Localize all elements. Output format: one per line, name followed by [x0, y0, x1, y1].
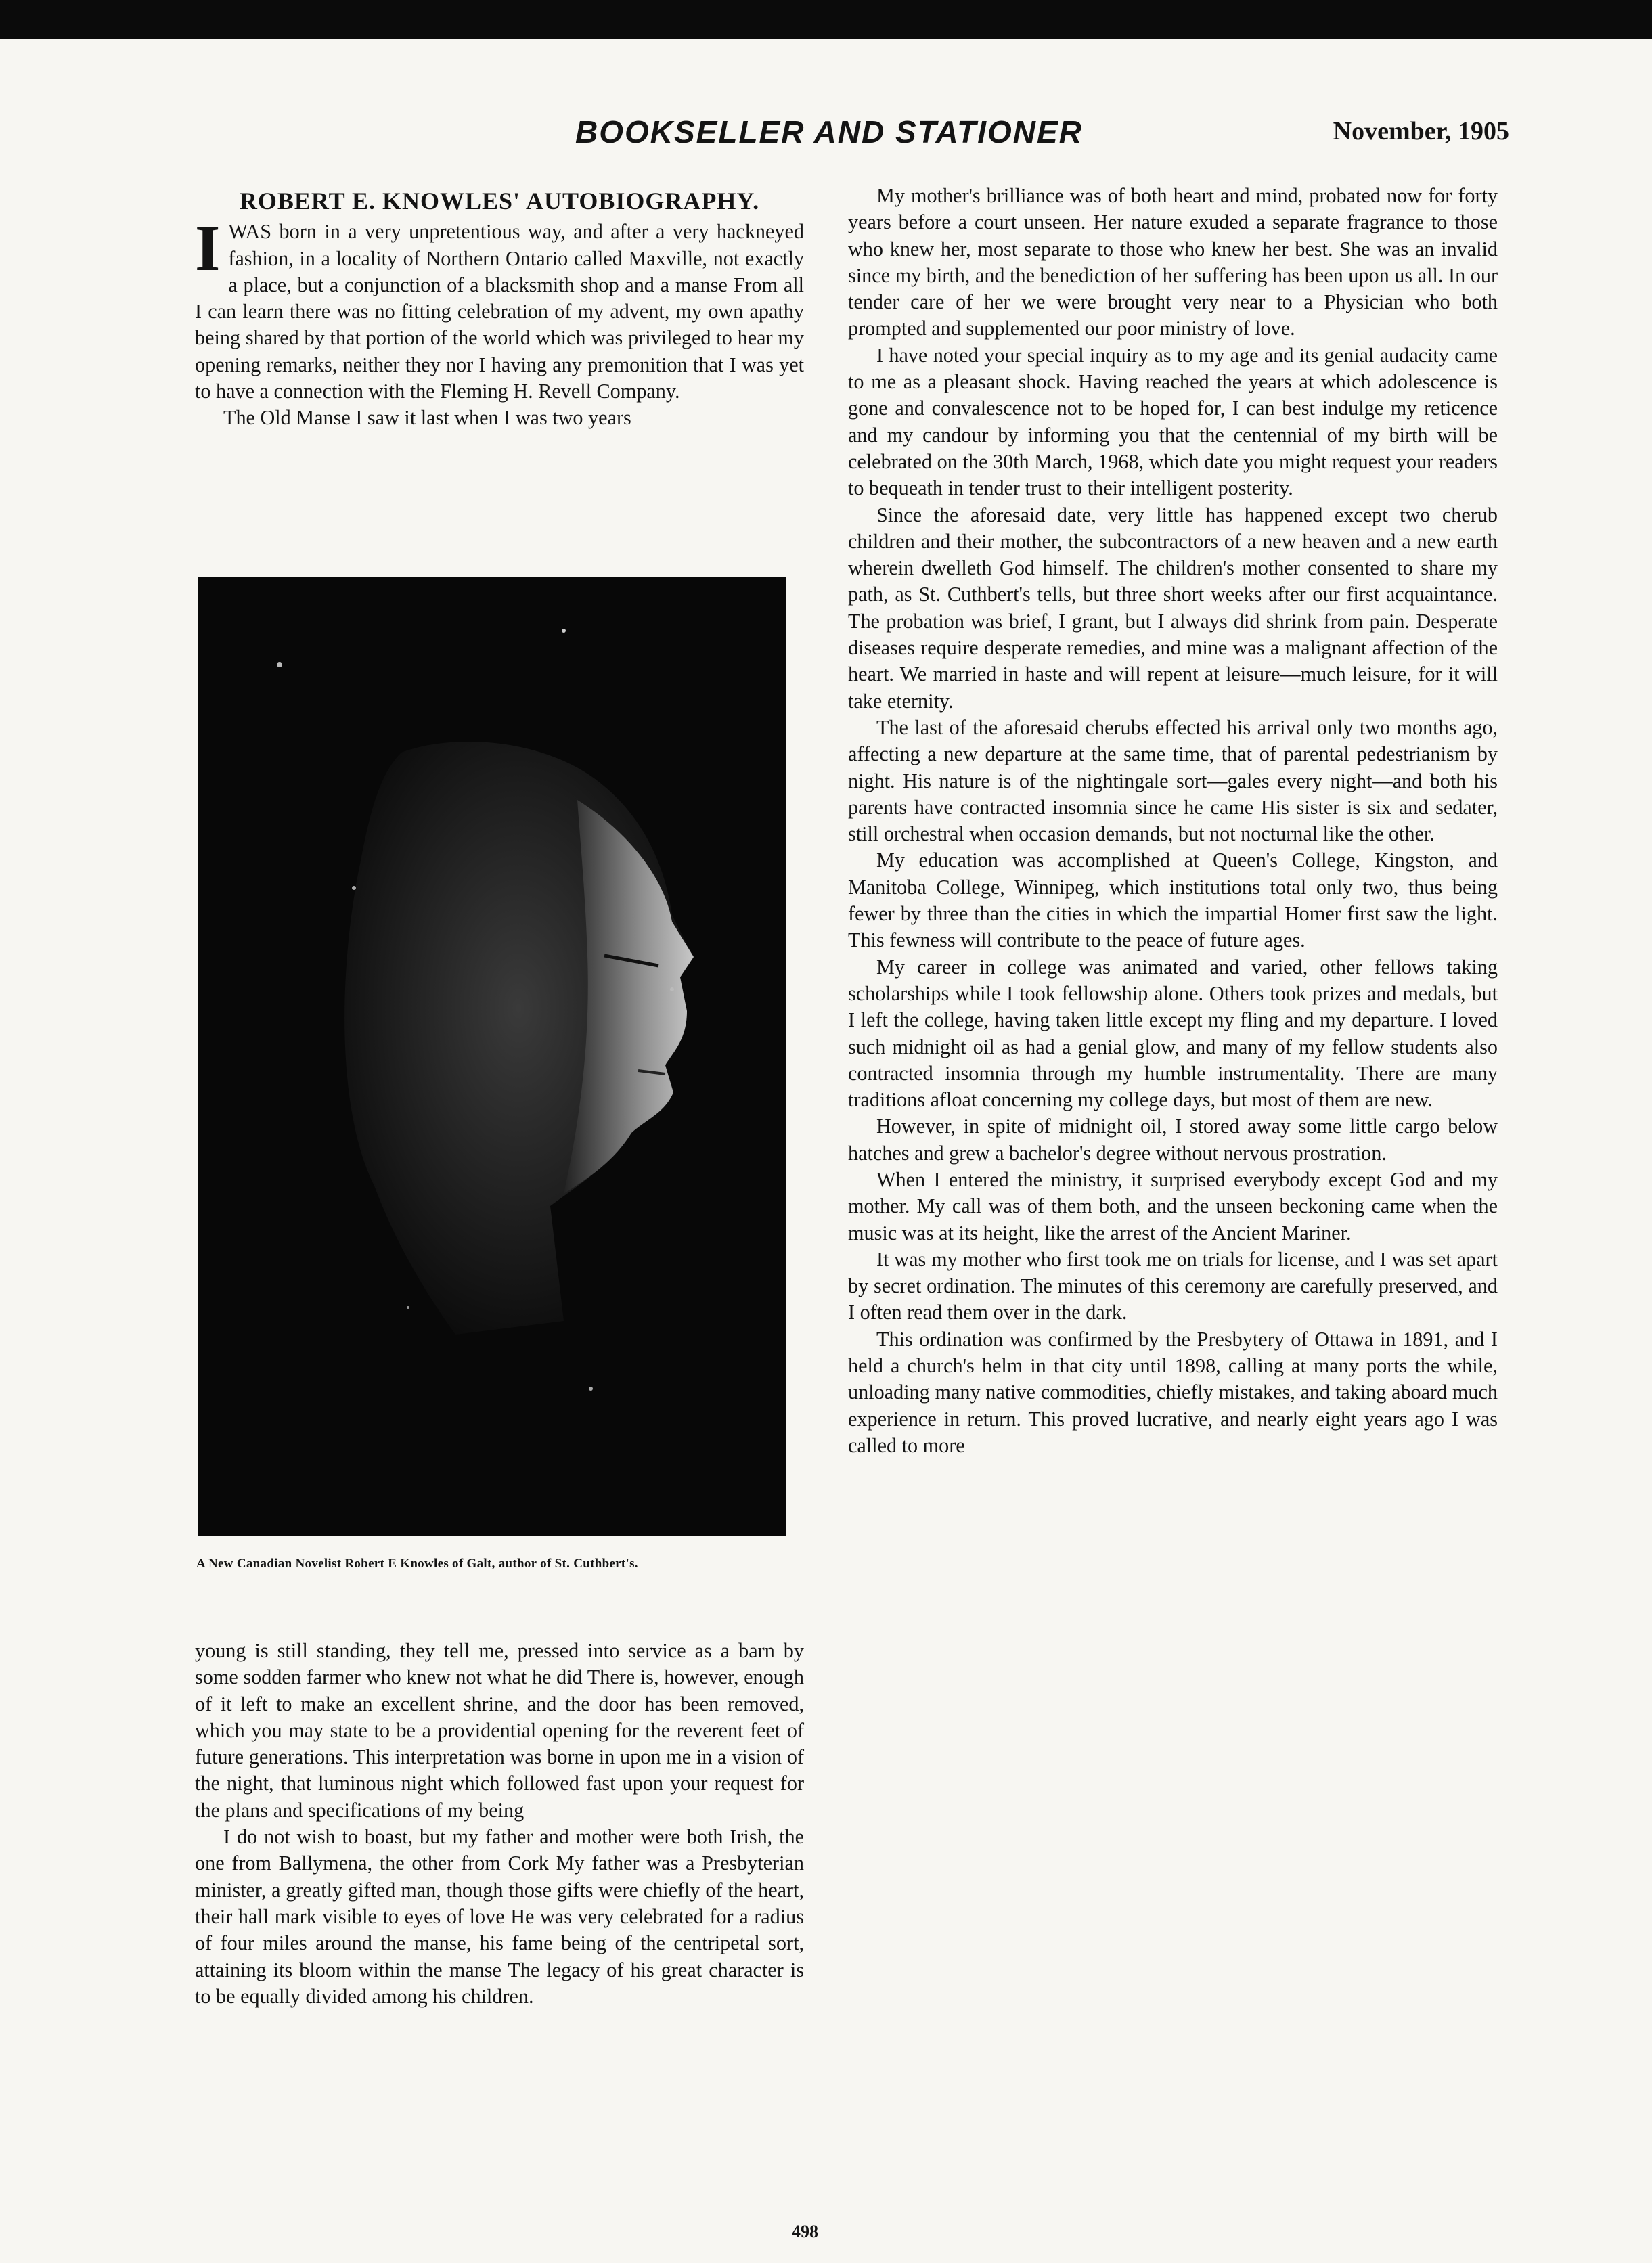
article-title: ROBERT E. KNOWLES' AUTOBIOGRAPHY. — [239, 187, 760, 215]
page-number: 498 — [792, 2222, 818, 2241]
paragraph: IWAS born in a very unpretentious way, and after a very hackneyed fashion, in a locality of Northern Ontario called Maxville, not exactly a place, but a conjunction of a blacksmith shop and a manse From all I can learn there was no fitting celebration of my advent, my own apathy being shared by that portion of the world which was privileged to hear my opening remarks, neither they nor I having any premonition that I was yet to have a connection with the Fleming H. Revell Company. — [195, 212, 804, 403]
left-column-top — [195, 188, 804, 432]
photo-caption: A New Canadian Novelist Robert E Knowles of Galt, author of St. Cuthbert's. — [196, 1556, 638, 1571]
left-column-bottom — [195, 1638, 804, 2010]
top-black-bar — [0, 0, 1652, 39]
paragraph: I do not wish to boast, but my father and mother were both Irish, the one from Ballymena, the other from Cork My father was a Presbyterian minister, a greatly gifted man, though those gifts were chiefly of the heart, their hall mark visible to eyes of love He was very celebrated for a radius of four miles around the manse, his fame being of the centripetal sort, attaining its bloom within the manse The legacy of his great character is to be equally divided among his children. — [195, 1825, 804, 2008]
paragraph: My education was accomplished at Queen's College, Kingston, and Manitoba College, Winnipeg, which institutions total only two, thus being fewer by three than the cities in which the impartial Homer first saw the light. This fewness will contribute to the peace of future ages. — [848, 849, 1498, 952]
right-column — [848, 183, 1498, 1459]
paragraph: When I entered the ministry, it surprised everybody except God and my mother. My call was of them both, and the unseen beckoning came when the music was at its height, like the arrest of the Ancient Mariner. — [848, 1167, 1498, 1245]
author-portrait — [198, 577, 786, 1536]
portrait-image — [198, 577, 786, 1536]
drop-cap: I — [195, 212, 221, 285]
paragraph: young is still standing, they tell me, pressed into service as a barn by some sodden farmer who knew not what he did There is, however, enough of it left to make an excellent shrine, and the door has been removed, which you may state to be a providential opening for the reverent feet of future generations. This interpretation was borne in upon me in a vision of the night, that luminous night which followed fast upon your request for the plans and specifications of my being — [195, 1639, 804, 1822]
paragraph: The Old Manse I saw it last when I was two years — [223, 406, 631, 430]
paragraph: This ordination was confirmed by the Presbytery of Ottawa in 1891, and I held a church's helm in that city until 1898, calling at many ports the while, unloading many native commodities, chiefly mistakes, and taking aboard much experience in return. This proved lucrative, and nearly eight years ago I was called to more — [848, 1327, 1498, 1457]
paragraph: My career in college was animated and varied, other fellows taking scholarships while I took fellowship alone. Others took prizes and medals, but I left the college, having taken little except my fling and my departure. I loved such midnight oil as had a genial glow, and many of my fellow students also contracted insomnia through my humble instrumentality. There are many traditions afloat concerning my college days, but most of them are new. — [848, 955, 1498, 1112]
paragraph: However, in spite of midnight oil, I stored away some little cargo below hatches and grew a bachelor's degree without nervous prostration. — [848, 1115, 1498, 1165]
paragraph: The last of the aforesaid cherubs effected his arrival only two months ago, affecting a new departure at the same time, that of parental pedestrianism by night. His nature is of the nightingale sort—gales every night—and both his parents have contracted insomnia since he came His sister is six and sedater, still orchestral when occasion demands, but not nocturnal like the other. — [848, 715, 1498, 846]
publication-title: BOOKSELLER AND STATIONER — [575, 114, 1083, 150]
paragraph: I have noted your special inquiry as to my age and its genial audacity came to me as a pleasant shock. Having reached the years at which adolescence is gone and convalescence not to be hoped for, I can best indulge my reticence and my candour by informing you that the centennial of my birth will be celebrated on the 30th March, 1968, which date you might request your readers to bequeath in tender trust to their intelligent posterity. — [848, 343, 1498, 500]
issue-date: November, 1905 — [1333, 117, 1509, 145]
paragraph: It was my mother who first took me on trials for license, and I was set apart by secret ordination. The minutes of this ceremony are carefully preserved, and I often read them over in the dark. — [848, 1247, 1498, 1324]
page-header — [41, 114, 1509, 161]
paragraph: My mother's brilliance was of both heart and mind, probated now for forty years before a court unseen. Her nature exuded a separate fragrance to those who knew her, most separate to those who knew her best. She was an invalid since my birth, and the benediction of her suffering has been upon us all. In our tender care of her we were brought very near to a Physician who both prompted and supplemented our poor ministry of love. — [848, 184, 1498, 340]
paragraph: Since the aforesaid date, very little has happened except two cherub children and their mother, the subcontractors of a new heaven and a new earth wherein dwelleth God himself. The children's mother consented to share my path, as St. Cuthbert's tells, but three short weeks after our first acquaintance. The probation was brief, I grant, but I always did shrink from pain. Desperate diseases require desperate remedies, and mine was a malignant affection of the heart. We married in haste and will repent at leisure—much leisure, for it will take eternity. — [848, 503, 1498, 713]
